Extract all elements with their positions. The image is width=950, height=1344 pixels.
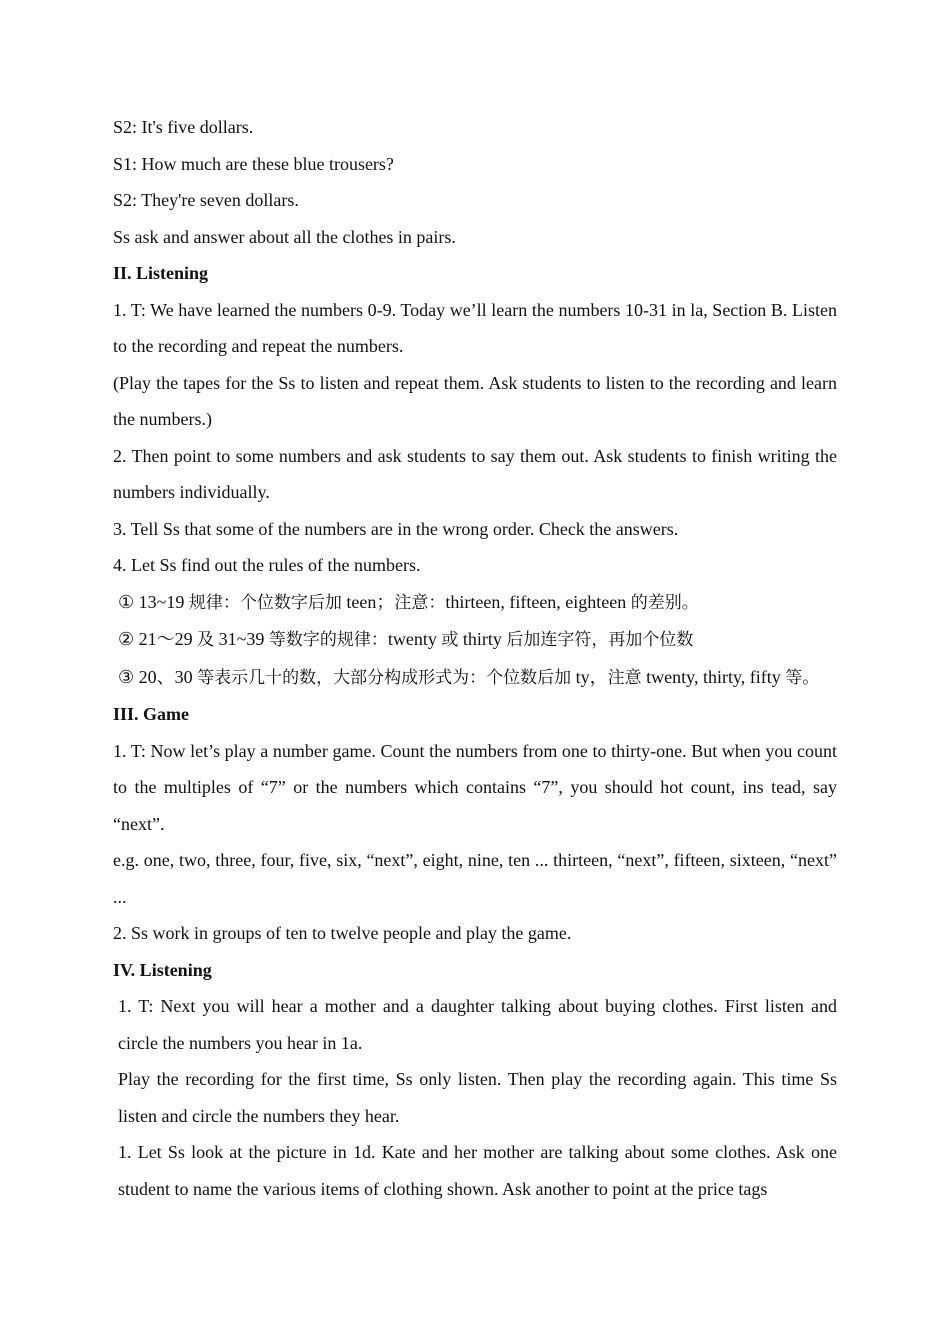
document-page [113,109,837,1207]
paragraph: 4. Let Ss find out the rules of the numbers. [113,555,421,575]
section-heading-listening: II. Listening [113,263,209,283]
paragraph: 1. T: Now let’s play a number game. Count the numbers from one to thirty-one. But when you count to the multiples of “7” or the numbers which contains “7”, you should hot count, ins tead, say “next”. [113,740,837,834]
paragraph: 1. T: Next you will hear a mother and a daughter talking about buying clothes. First listen and circle the numbers you hear in 1a. [118,996,837,1053]
paragraph: 1. Let Ss look at the picture in 1d. Kate and her mother are talking about some clothes. Ask one student to name the various items of clothing shown. Ask another to point at the price tags [118,1142,837,1199]
paragraph: 3. Tell Ss that some of the numbers are in the wrong order. Check the answers. [113,518,679,539]
instruction-line: Ss ask and answer about all the clothes in pairs. [113,226,456,247]
dialogue-line: S2: They're seven dollars. [113,190,299,210]
number-rule-1: ① 13~19 规律：个位数字后加 teen；注意：thirteen, fifteen, eighteen 的差别。 [118,591,699,613]
paragraph: 2. Ss work in groups of ten to twelve people and play the game. [113,923,572,943]
dialogue-line: S1: How much are these blue trousers? [113,153,394,174]
paragraph: 1. T: We have learned the numbers 0-9. Today we’ll learn the numbers 10-31 in la, Section B. Listen to the recording and repeat the numbers. [113,299,837,356]
number-rule-3: ③ 20、30 等表示几十的数，大部分构成形式为：个位数后加 ty，注意 twenty, thirty, fifty 等。 [118,666,820,688]
section-heading-game: III. Game [113,704,189,724]
dialogue-line: S2: It's five dollars. [113,117,254,137]
number-rule-2: ② 21～29 及 31~39 等数字的规律：twenty 或 thirty 后加连字符，再加个位数 [118,629,694,650]
section-heading-listening-2: IV. Listening [113,959,212,980]
paragraph: e.g. one, two, three, four, five, six, “next”, eight, nine, ten ... thirteen, “next”, fifteen, sixteen, “next” ... [113,850,837,907]
paragraph: 2. Then point to some numbers and ask students to say them out. Ask students to finish writing the numbers individually. [113,445,837,502]
paragraph: Play the recording for the first time, Ss only listen. Then play the recording again. This time Ss listen and circle the numbers they hear. [118,1069,837,1126]
paragraph: (Play the tapes for the Ss to listen and repeat them. Ask students to listen to the recording and learn the numbers.) [113,372,837,429]
